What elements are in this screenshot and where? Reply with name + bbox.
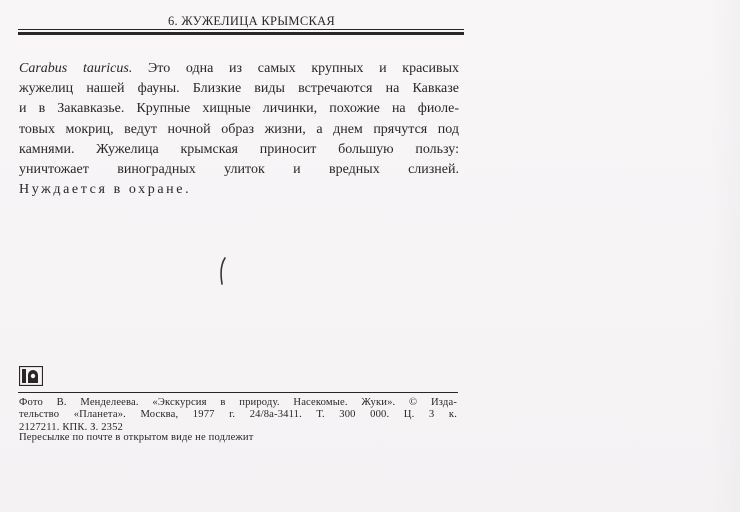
latin-name: Carabus tauricus. [19,61,133,76]
imprint-line: тельство «Планета». Москва, 1977 г. 24/8а-3411. Т. 300 000. Ц. 3 к. [19,409,457,421]
description-line: жужелиц нашей фауны. Близкие виды встречаются на Кавказе [19,81,459,97]
header-rule-thin [18,29,464,30]
conservation-note: Нуждается в охране. [19,182,192,198]
description [19,59,459,200]
description-line-text: Это одна из самых крупных и красивых [132,61,459,76]
pen-stroke-mark [218,257,228,285]
description-line: уничтожает виноградных улиток и вредных слизней. [19,161,459,177]
paper-edge [710,0,740,512]
mailing-note: Пересылке по почте в открытом виде не подлежит [19,432,254,443]
description-line: и в Закавказье. Крупные хищные личинки, похожие на фиоле- [19,101,459,117]
description-line: камнями. Жужелица крымская приносит большую пользу: [19,141,459,157]
header-rule-thick [18,32,464,35]
imprint-rule [18,392,458,393]
imprint-line: 2127211. КПК. З. 2352 [19,421,124,433]
page-title: 6. ЖУЖЕЛИЦА КРЫМСКАЯ [168,14,336,28]
description-line [19,59,459,79]
description-line: товых мокриц, ведут ночной образ жизни, а днем прячутся под [19,121,459,137]
imprint [19,397,457,434]
planeta-logo-icon [19,366,43,386]
imprint-line: Фото В. Менделеева. «Экскурсия в природу. Насекомые. Жуки». © Изда- [19,397,457,408]
